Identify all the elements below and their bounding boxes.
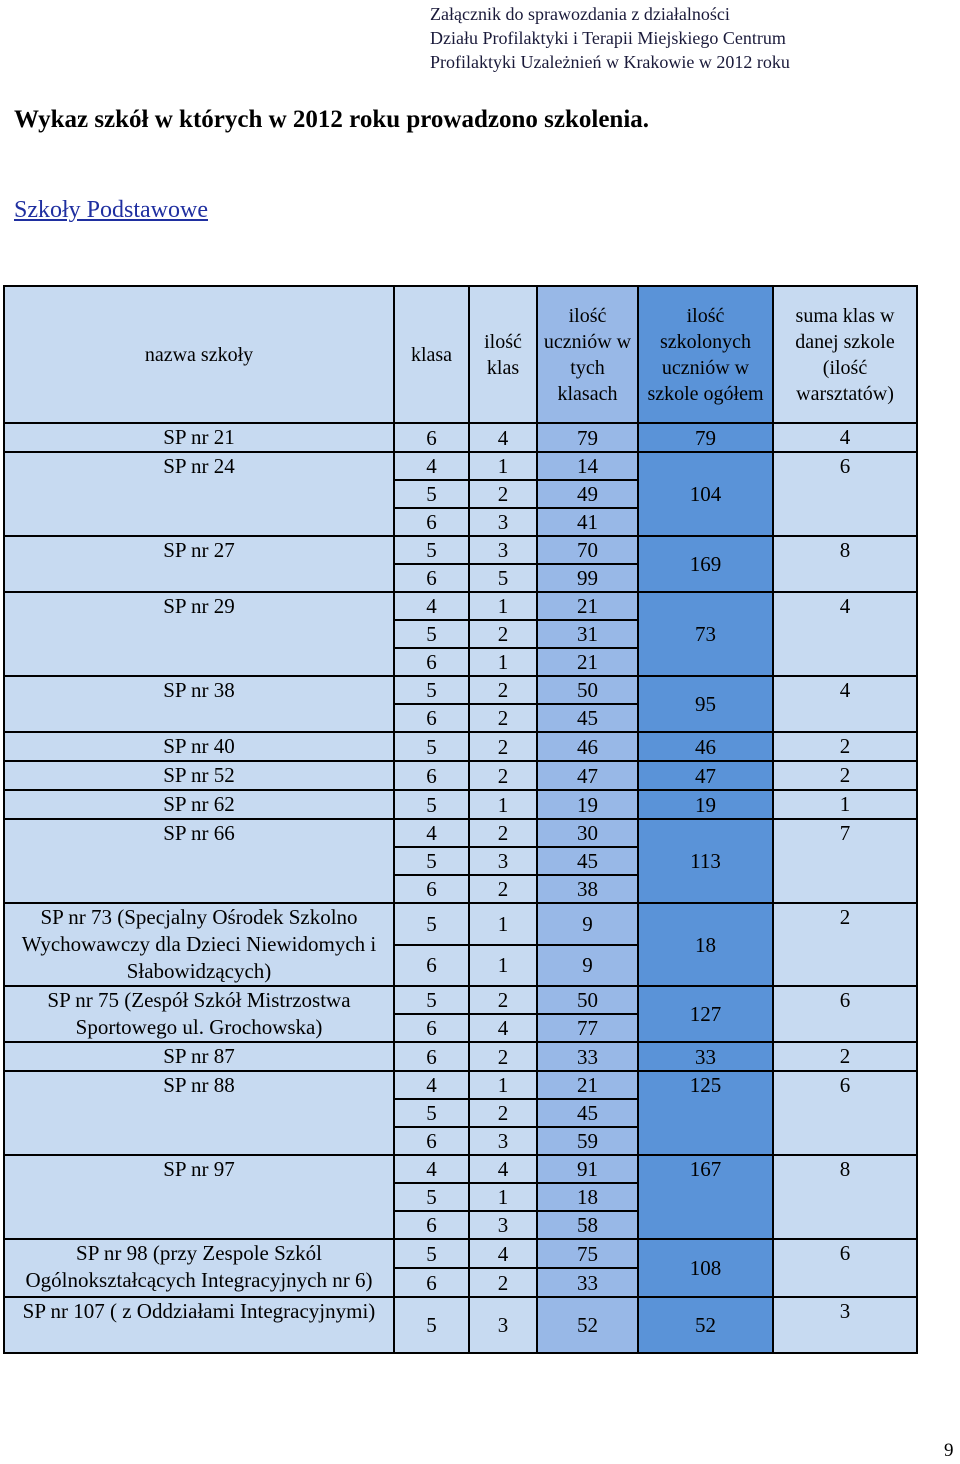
class-cell: 4 [394,452,469,480]
header-school-name: nazwa szkoły [4,286,394,423]
students-cell: 49 [537,480,638,508]
workshops-total-cell: 6 [773,1071,917,1155]
header-workshops-total: suma klas w danej szkole (ilość warsztatów) [773,286,917,423]
trained-total-cell: 73 [638,592,773,676]
students-cell: 31 [537,620,638,648]
workshops-total-cell: 4 [773,676,917,732]
trained-total-cell: 127 [638,986,773,1042]
class-count-cell: 2 [469,1268,537,1297]
workshops-total-cell: 7 [773,819,917,903]
trained-total-cell: 18 [638,903,773,986]
trained-total-cell: 47 [638,761,773,790]
class-cell: 6 [394,1042,469,1071]
class-cell: 6 [394,564,469,592]
trained-total-cell: 95 [638,676,773,732]
attachment-note [430,2,950,74]
class-count-cell: 2 [469,986,537,1014]
students-cell: 9 [537,903,638,945]
table-row [4,1042,917,1071]
class-cell: 5 [394,480,469,508]
class-count-cell: 3 [469,1211,537,1239]
students-cell: 77 [537,1014,638,1042]
students-cell: 38 [537,875,638,903]
class-cell: 6 [394,1014,469,1042]
school-name-cell: SP nr 29 [4,592,394,676]
students-cell: 18 [537,1183,638,1211]
workshops-total-cell: 6 [773,452,917,536]
students-cell: 45 [537,847,638,875]
table-row [4,452,917,480]
page-title: Wykaz szkół w których w 2012 roku prowadzono szkolenia. [14,106,650,133]
class-count-cell: 4 [469,1155,537,1183]
section-title: Szkoły Podstawowe [14,197,208,223]
page-number: 9 [944,1440,954,1461]
table-body [4,423,917,1353]
class-count-cell: 1 [469,903,537,945]
table-row [4,676,917,704]
class-cell: 5 [394,1239,469,1268]
attachment-note-line: Załącznik do sprawozdania z działalności [430,4,730,24]
trained-total-cell: 167 [638,1155,773,1239]
class-cell: 6 [394,875,469,903]
class-cell: 6 [394,508,469,536]
school-name-cell: SP nr 21 [4,423,394,452]
class-count-cell: 5 [469,564,537,592]
table-row [4,761,917,790]
students-cell: 9 [537,945,638,987]
class-count-cell: 3 [469,1297,537,1353]
class-cell: 4 [394,819,469,847]
trained-total-cell: 108 [638,1239,773,1297]
class-count-cell: 1 [469,452,537,480]
workshops-total-cell: 8 [773,536,917,592]
class-cell: 4 [394,1071,469,1099]
class-count-cell: 4 [469,1014,537,1042]
table-row [4,1071,917,1099]
students-cell: 47 [537,761,638,790]
class-count-cell: 3 [469,847,537,875]
class-cell: 5 [394,732,469,761]
class-cell: 4 [394,1155,469,1183]
students-cell: 46 [537,732,638,761]
school-name-cell: SP nr 107 ( z Oddziałami Integracyjnymi) [4,1297,394,1353]
class-count-cell: 1 [469,1071,537,1099]
students-cell: 58 [537,1211,638,1239]
students-cell: 79 [537,423,638,452]
class-count-cell: 1 [469,648,537,676]
students-cell: 52 [537,1297,638,1353]
class-count-cell: 2 [469,1099,537,1127]
school-name-cell: SP nr 66 [4,819,394,903]
class-cell: 5 [394,847,469,875]
class-cell: 5 [394,1099,469,1127]
workshops-total-cell: 2 [773,761,917,790]
trained-total-cell: 169 [638,536,773,592]
attachment-note-line: Profilaktyki Uzależnień w Krakowie w 2012 roku [430,52,790,72]
workshops-total-cell: 6 [773,986,917,1042]
class-cell: 6 [394,1127,469,1155]
workshops-total-cell: 4 [773,592,917,676]
class-count-cell: 2 [469,620,537,648]
school-name-cell: SP nr 62 [4,790,394,819]
class-cell: 6 [394,945,469,987]
header-students-in-classes: ilość uczniów w tych klasach [537,286,638,423]
class-count-cell: 3 [469,536,537,564]
class-count-cell: 4 [469,1239,537,1268]
school-name-cell: SP nr 52 [4,761,394,790]
workshops-total-cell: 3 [773,1297,917,1353]
students-cell: 70 [537,536,638,564]
class-cell: 5 [394,676,469,704]
class-count-cell: 4 [469,423,537,452]
students-cell: 19 [537,790,638,819]
students-cell: 33 [537,1268,638,1297]
class-cell: 5 [394,790,469,819]
workshops-total-cell: 2 [773,903,917,986]
workshops-total-cell: 8 [773,1155,917,1239]
trained-total-cell: 19 [638,790,773,819]
school-name-cell: SP nr 87 [4,1042,394,1071]
trained-total-cell: 52 [638,1297,773,1353]
table-row [4,903,917,945]
trained-total-cell: 125 [638,1071,773,1155]
workshops-total-cell: 1 [773,790,917,819]
table-row [4,1297,917,1353]
table-row [4,423,917,452]
class-count-cell: 2 [469,732,537,761]
workshops-total-cell: 4 [773,423,917,452]
class-count-cell: 2 [469,1042,537,1071]
attachment-note-line: Działu Profilaktyki i Terapii Miejskiego Centrum [430,28,786,48]
students-cell: 21 [537,648,638,676]
class-count-cell: 3 [469,1127,537,1155]
class-cell: 6 [394,761,469,790]
trained-total-cell: 33 [638,1042,773,1071]
table-row [4,790,917,819]
class-cell: 6 [394,423,469,452]
table-row [4,592,917,620]
header-trained-students-total: ilość szkolonych uczniów w szkole ogółem [638,286,773,423]
school-name-cell: SP nr 40 [4,732,394,761]
class-cell: 4 [394,592,469,620]
school-name-cell: SP nr 38 [4,676,394,732]
students-cell: 45 [537,1099,638,1127]
students-cell: 91 [537,1155,638,1183]
trained-total-cell: 79 [638,423,773,452]
table-row [4,732,917,761]
school-name-cell: SP nr 27 [4,536,394,592]
table-row [4,1155,917,1183]
trained-total-cell: 46 [638,732,773,761]
class-cell: 6 [394,1211,469,1239]
students-cell: 59 [537,1127,638,1155]
students-cell: 33 [537,1042,638,1071]
students-cell: 14 [537,452,638,480]
class-count-cell: 1 [469,1183,537,1211]
class-count-cell: 1 [469,592,537,620]
school-name-cell: SP nr 75 (Zespół Szkół Mistrzostwa Sportowego ul. Grochowska) [4,986,394,1042]
class-cell: 5 [394,986,469,1014]
students-cell: 41 [537,508,638,536]
class-cell: 5 [394,620,469,648]
school-name-cell: SP nr 88 [4,1071,394,1155]
class-count-cell: 1 [469,945,537,987]
school-name-cell: SP nr 73 (Specjalny Ośrodek Szkolno Wychowawczy dla Dzieci Niewidomych i Słabowidzących) [4,903,394,986]
school-name-cell: SP nr 24 [4,452,394,536]
class-count-cell: 3 [469,508,537,536]
class-cell: 5 [394,903,469,945]
class-cell: 5 [394,1183,469,1211]
students-cell: 50 [537,676,638,704]
school-name-cell: SP nr 98 (przy Zespole Szkól Ogólnokształcących Integracyjnych nr 6) [4,1239,394,1297]
table-row [4,819,917,847]
class-count-cell: 2 [469,819,537,847]
students-cell: 99 [537,564,638,592]
schools-table [3,285,918,1354]
class-count-cell: 2 [469,761,537,790]
class-cell: 6 [394,704,469,732]
class-count-cell: 2 [469,875,537,903]
class-cell: 5 [394,536,469,564]
table-row [4,536,917,564]
table-row [4,986,917,1014]
class-count-cell: 2 [469,676,537,704]
class-count-cell: 1 [469,790,537,819]
trained-total-cell: 113 [638,819,773,903]
workshops-total-cell: 2 [773,732,917,761]
students-cell: 50 [537,986,638,1014]
class-cell: 6 [394,1268,469,1297]
students-cell: 21 [537,1071,638,1099]
students-cell: 30 [537,819,638,847]
class-count-cell: 2 [469,704,537,732]
workshops-total-cell: 6 [773,1239,917,1297]
class-cell: 5 [394,1297,469,1353]
class-cell: 6 [394,648,469,676]
trained-total-cell: 104 [638,452,773,536]
students-cell: 75 [537,1239,638,1268]
students-cell: 45 [537,704,638,732]
header-class-count: ilość klas [469,286,537,423]
class-count-cell: 2 [469,480,537,508]
header-class: klasa [394,286,469,423]
workshops-total-cell: 2 [773,1042,917,1071]
students-cell: 21 [537,592,638,620]
table-row [4,1239,917,1268]
school-name-cell: SP nr 97 [4,1155,394,1239]
